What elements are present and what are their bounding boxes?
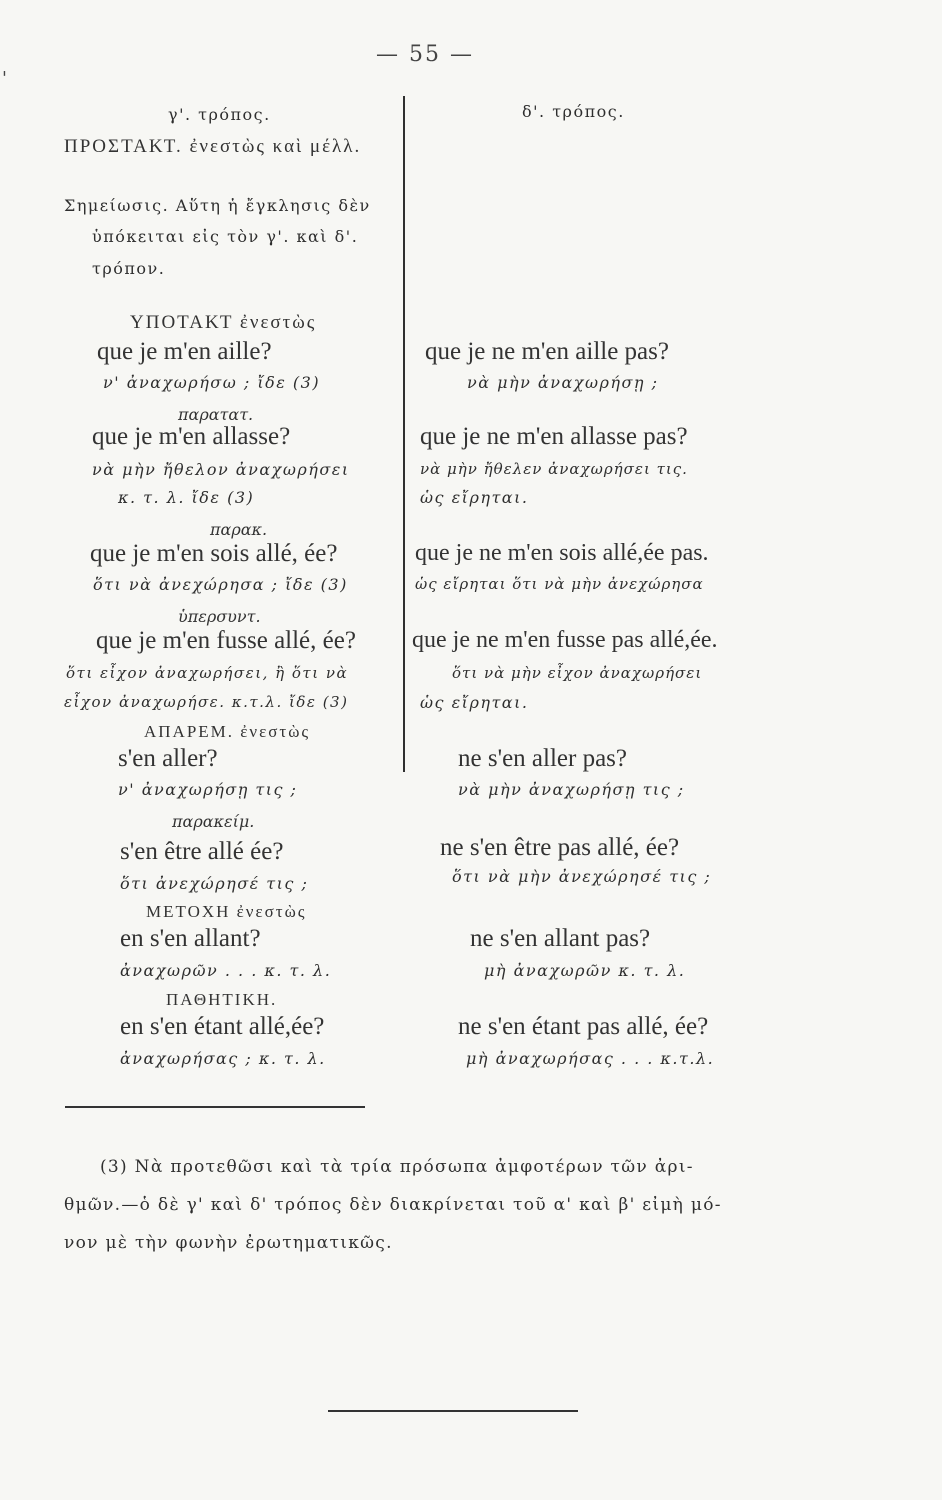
gutter-mark: ' xyxy=(2,68,7,89)
column-divider xyxy=(403,96,405,772)
left-greek-3: ὅτι νὰ ἀνεχώρησα ; ἴδε (3) xyxy=(93,575,348,594)
note-line-2: ὑπόκειται εἰς τὸν γ'. καὶ δ'. xyxy=(92,227,359,246)
subjunctive-heading: ΥΠΟΤΑΚΤ ἐνεστὼς xyxy=(130,312,317,333)
footnote-line-3: νον μὲ τὴν φωνὴν ἐρωτηματικῶς. xyxy=(64,1233,393,1253)
left-french-7: en s'en allant? xyxy=(120,925,261,952)
left-greek-5: ν' ἀναχωρήσῃ τις ; xyxy=(118,780,298,799)
right-greek-1: νὰ μὴν ἀναχωρήσῃ ; xyxy=(467,373,659,392)
right-greek-2b: ὡς εἴρηται. xyxy=(420,488,529,507)
right-greek-4a: ὅτι νὰ μὴν εἶχον ἀναχωρήσει xyxy=(452,664,703,682)
right-french-2: que je ne m'en allasse pas? xyxy=(420,423,688,450)
left-tense-3: ὑπερσυντ. xyxy=(178,607,261,626)
left-french-1: que je m'en aille? xyxy=(97,338,272,365)
right-french-7: ne s'en allant pas? xyxy=(470,925,651,952)
right-french-5: ne s'en aller pas? xyxy=(458,745,628,772)
right-french-6: ne s'en être pas allé, ée? xyxy=(440,834,680,861)
footnote-line-1: (3) Νὰ προτεθῶσι καὶ τὰ τρία πρόσωπα ἀμφοτέρων τῶν ἀρι- xyxy=(100,1157,694,1177)
left-french-4: que je m'en fusse allé, ée? xyxy=(96,627,356,654)
left-french-8: en s'en étant allé,ée? xyxy=(120,1013,325,1040)
right-greek-5: νὰ μὴν ἀναχωρήσῃ τις ; xyxy=(458,780,685,799)
left-french-3: que je m'en sois allé, ée? xyxy=(90,540,338,567)
right-greek-2a: νὰ μὴν ἤθελεν ἀναχωρήσει τις. xyxy=(420,460,688,478)
right-greek-6: ὅτι νὰ μὴν ἀνεχώρησέ τις ; xyxy=(452,867,712,886)
left-french-5: s'en aller? xyxy=(118,745,218,772)
left-tense-2: παρακ. xyxy=(210,520,268,539)
right-french-3: que je ne m'en sois allé,ée pas. xyxy=(415,540,709,566)
left-greek-6: ὅτι ἀνεχώρησέ τις ; xyxy=(120,874,309,893)
bottom-rule xyxy=(328,1410,578,1412)
left-greek-1: ν' ἀναχωρήσω ; ἴδε (3) xyxy=(103,373,321,392)
left-greek-2b: κ. τ. λ. ἴδε (3) xyxy=(118,488,255,507)
left-mode-heading: γ'. τρόπος. xyxy=(168,105,271,124)
participle-heading: ΜΕΤΟΧΗ ἐνεστὼς xyxy=(146,902,307,921)
left-french-2: que je m'en allasse? xyxy=(92,423,291,450)
note-line-3: τρόπον. xyxy=(92,259,166,278)
left-greek-4a: ὅτι εἶχον ἀναχωρήσει, ἢ ὅτι νὰ xyxy=(66,664,349,682)
page-number: — 55 — xyxy=(376,42,474,67)
right-mode-heading: δ'. τρόπος. xyxy=(522,102,625,121)
right-greek-4b: ὡς εἴρηται. xyxy=(420,693,529,712)
right-greek-3: ὡς εἴρηται ὅτι νὰ μὴν ἀνεχώρησα xyxy=(415,575,704,593)
left-greek-7: ἀναχωρῶν . . . κ. τ. λ. xyxy=(120,961,332,980)
right-greek-7: μὴ ἀναχωρῶν κ. τ. λ. xyxy=(484,961,686,980)
left-greek-4b: εἶχον ἀναχωρήσε. κ.τ.λ. ἴδε (3) xyxy=(64,693,349,711)
imperative-heading: ΠΡΟΣΤΑΚΤ. ἐνεστὼς καὶ μέλλ. xyxy=(64,136,362,157)
left-tense-1: παρατατ. xyxy=(178,405,254,424)
left-tense-5: παρακείμ. xyxy=(172,812,255,831)
footnote-line-2: θμῶν.—ὁ δὲ γ' καὶ δ' τρόπος δὲν διακρίνεται τοῦ α' καὶ β' εἰμὴ μό- xyxy=(64,1195,722,1215)
right-french-8: ne s'en étant pas allé, ée? xyxy=(458,1013,709,1040)
passive-heading: ΠΑΘΗΤΙΚΗ. xyxy=(166,990,278,1009)
right-french-4: que je ne m'en fusse pas allé,ée. xyxy=(412,627,718,653)
note-line-1: Σημείωσις. Αὕτη ἡ ἔγκλησις δὲν xyxy=(64,196,371,215)
right-french-1: que je ne m'en aille pas? xyxy=(425,338,669,365)
left-french-6: s'en être allé ée? xyxy=(120,838,284,865)
infinitive-heading: ΑΠΑΡΕΜ. ἐνεστὼς xyxy=(144,722,311,741)
left-greek-2a: νὰ μὴν ἤθελον ἀναχωρήσει xyxy=(92,460,350,479)
left-greek-8: ἀναχωρήσας ; κ. τ. λ. xyxy=(120,1049,326,1068)
footnote-rule xyxy=(65,1106,365,1108)
right-greek-8: μὴ ἀναχωρήσας . . . κ.τ.λ. xyxy=(466,1049,715,1068)
